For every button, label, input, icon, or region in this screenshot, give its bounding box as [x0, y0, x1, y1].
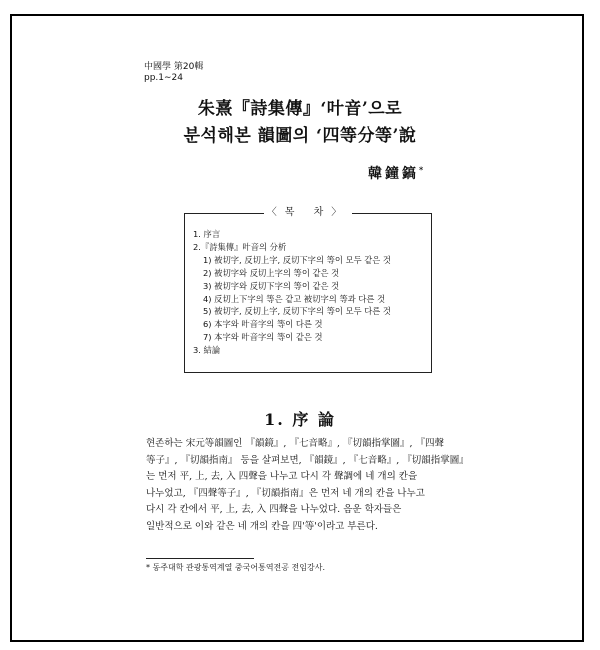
toc-list — [193, 228, 427, 357]
toc-subitem: 2) 被切字와 反切上字의 等이 같은 것 — [203, 267, 340, 278]
body-line: 는 먼저 平, 上, 去, 入 四聲을 나누고 다시 각 聲調에 네 개의 칸을 — [146, 471, 418, 483]
toc-subitem: 5) 被切字, 反切上字, 反切下字의 等이 모두 다른 것 — [203, 306, 391, 317]
footnote: * 동주대학 관광통역계열 중국어통역전공 전임강사. — [146, 563, 326, 572]
toc-subitem: 3) 被切字와 反切下字의 等이 같은 것 — [203, 280, 340, 291]
title-line-1: 朱熹『詩集傳』‘叶音’으로 — [197, 99, 403, 119]
toc-subitem: 7) 本字와 叶音字의 等이 같은 것 — [203, 332, 323, 343]
author-footnote-mark: * — [419, 164, 424, 175]
toc-item: 2.『詩集傳』叶音의 分析 — [193, 241, 287, 252]
toc-heading: 〈목 차〉 — [264, 207, 353, 218]
journal-header — [144, 62, 203, 84]
toc-subitem: 1) 被切字, 反切上字, 反切下字의 等이 모두 같은 것 — [203, 254, 391, 265]
title-line-2: 분석해본 韻圖의 ‘四等分等’說 — [183, 126, 417, 146]
body-line: 다시 각 칸에서 平, 上, 去, 入 四聲을 나누었다. 음운 학자들은 — [146, 504, 402, 516]
toc-item: 3. 結論 — [193, 345, 221, 356]
body-line: 현존하는 宋元等韻圖인 『韻鏡』, 『七音略』, 『切韻指掌圖』, 『四聲 — [146, 438, 445, 449]
author — [368, 163, 423, 183]
body-line: 나누었고, 『四聲等子』, 『切韻指南』은 먼저 네 개의 칸을 나누고 — [146, 487, 425, 499]
toc-subitem: 4) 反切上下字의 等은 같고 被切字의 等과 다른 것 — [203, 293, 386, 304]
body-paragraph — [146, 436, 476, 536]
journal-name: 中國學 第20輯 — [144, 62, 204, 72]
body-line: 等子』, 『切韻指南』 등을 살펴보면, 『韻鏡』, 『七音略』, 『切韻指掌圖』 — [146, 454, 469, 466]
page-range: pp.1∼24 — [144, 73, 184, 83]
table-of-contents — [184, 207, 432, 373]
footnote-divider — [146, 558, 254, 559]
author-name: 韓鐘鎬 — [368, 166, 419, 182]
toc-heading-wrap — [185, 207, 431, 219]
toc-item: 1. 序言 — [193, 229, 221, 239]
body-line: 일반적으로 이와 같은 네 개의 칸을 四'等'이라고 부른다. — [146, 520, 378, 532]
toc-subitem: 6) 本字와 叶音字의 等이 다른 것 — [203, 319, 323, 330]
section-title: 1. 序 論 — [264, 410, 336, 429]
